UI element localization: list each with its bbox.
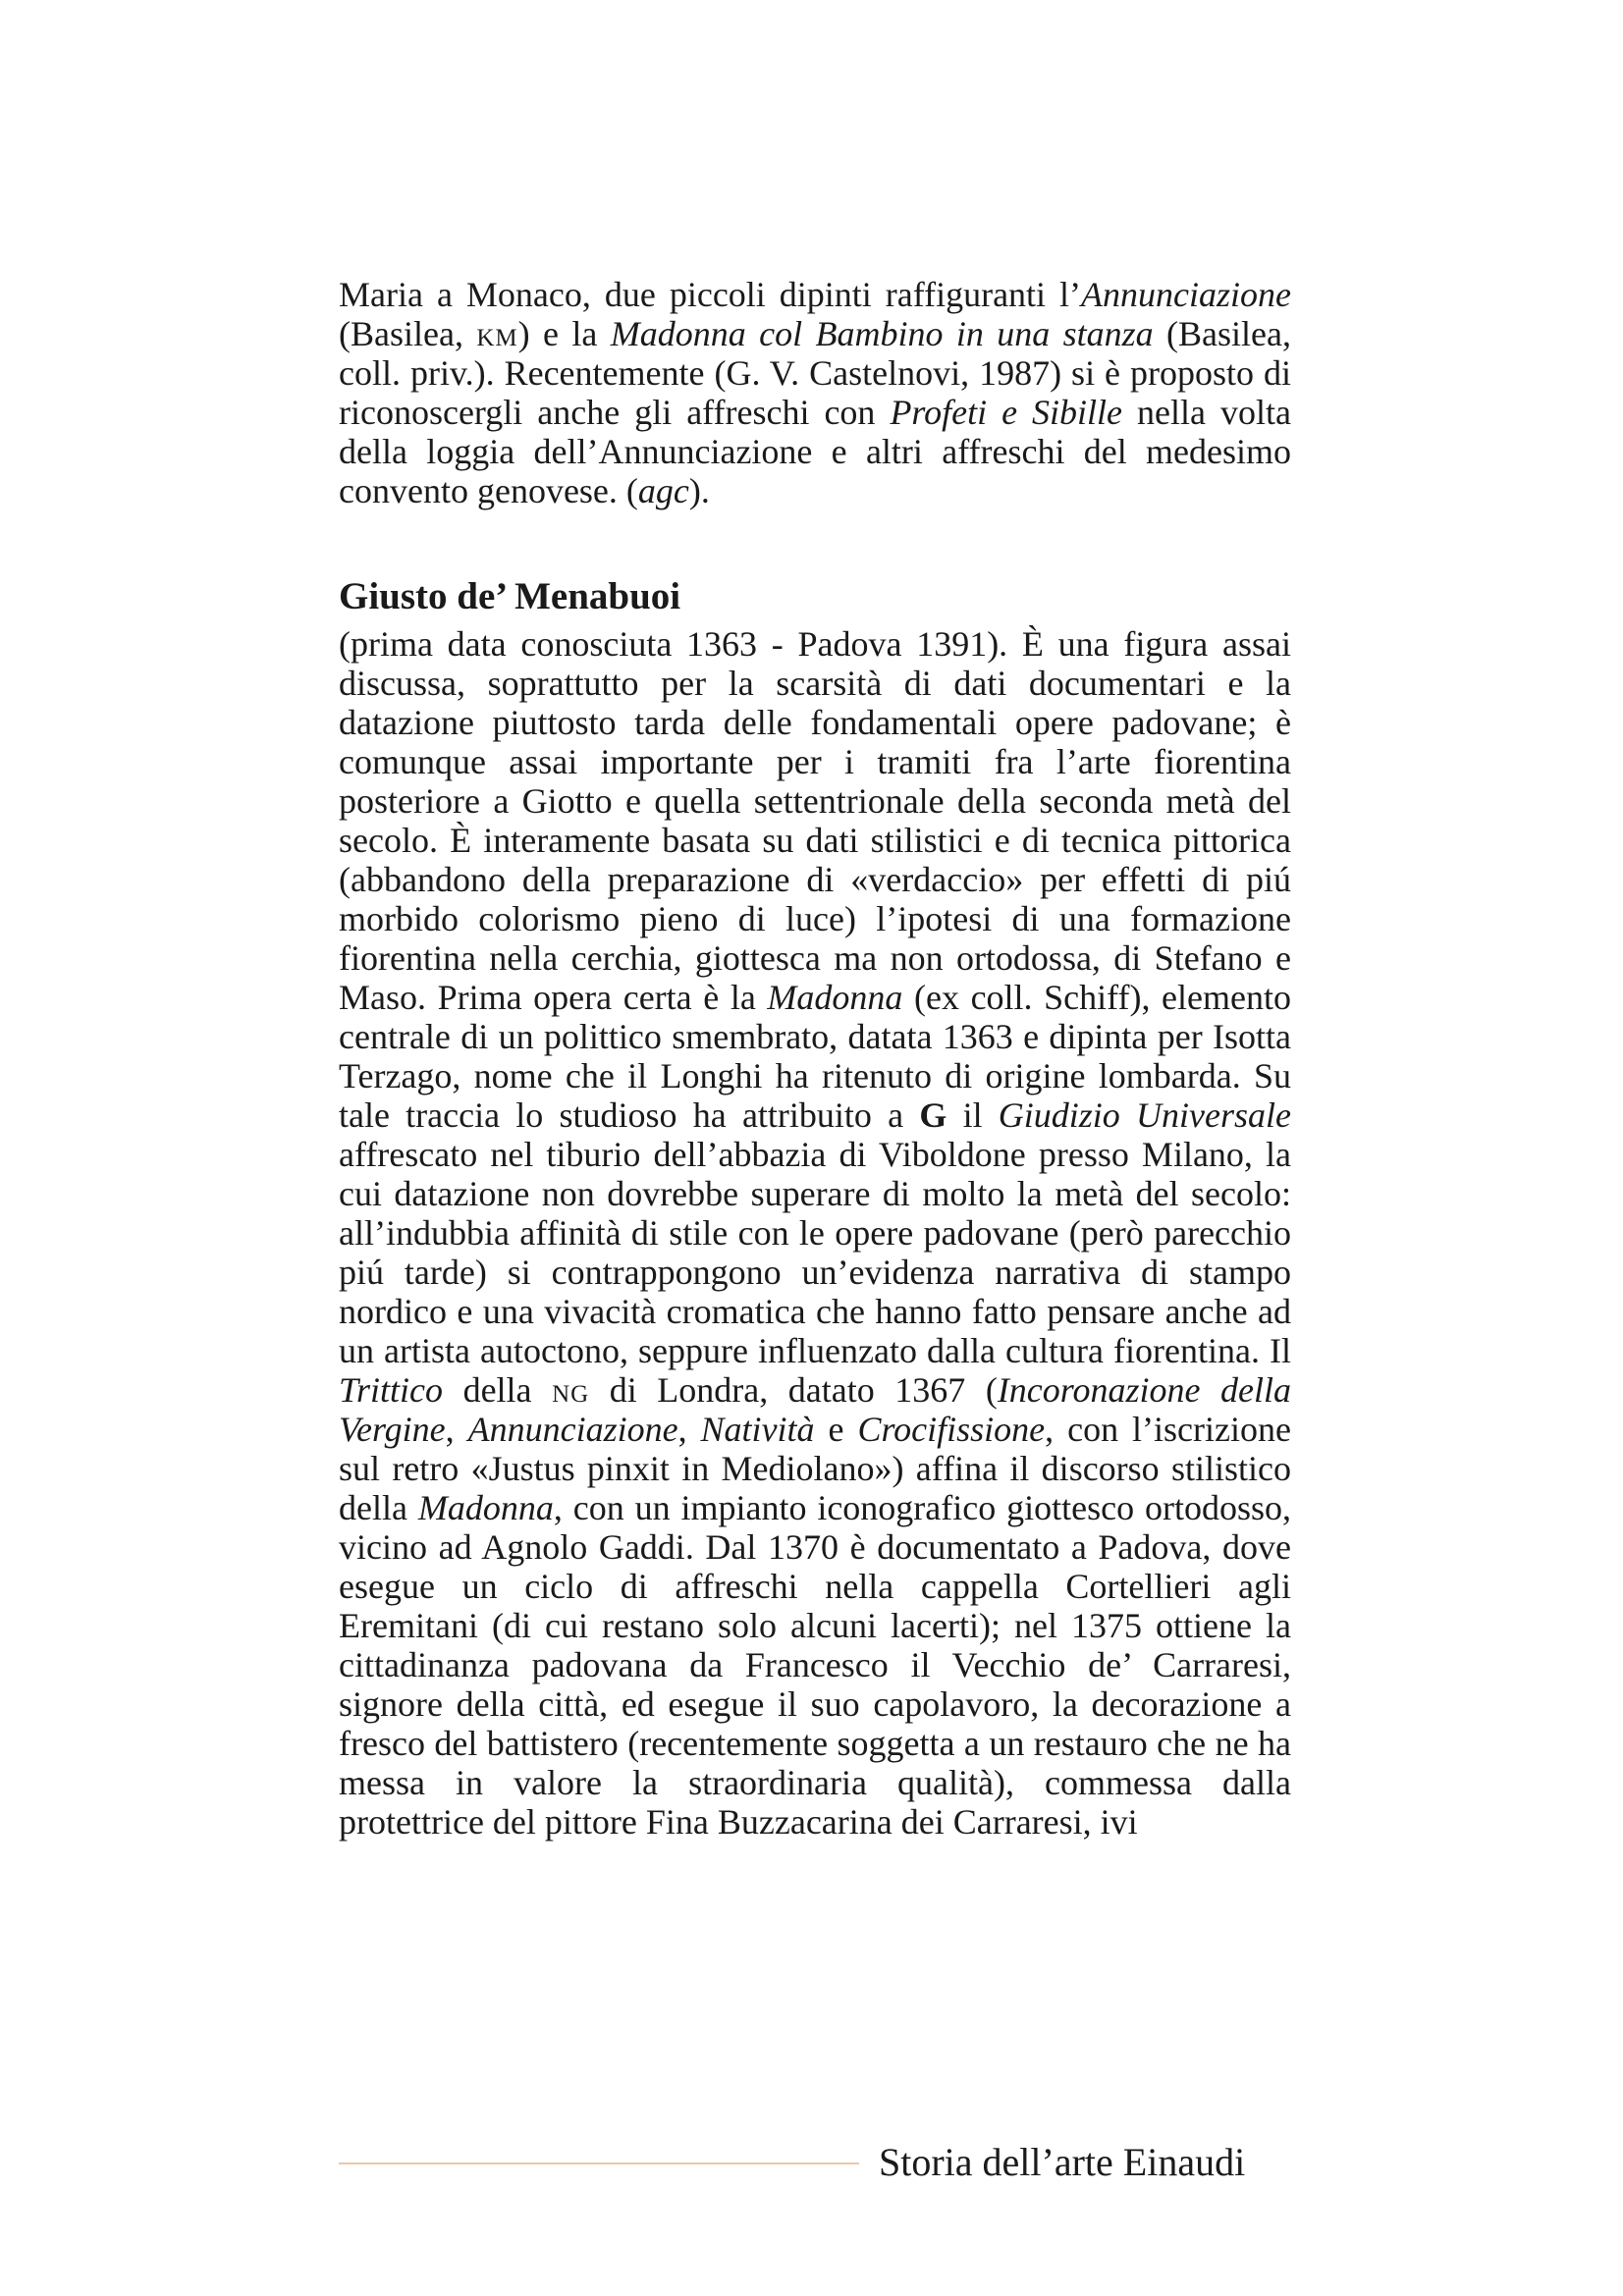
text-run: , <box>445 1410 468 1449</box>
text-run: ). <box>688 471 710 510</box>
museum-abbreviation: ng <box>552 1370 590 1410</box>
italic-title: Trittico <box>339 1370 444 1410</box>
italic-title: Incoronazione della Vergine <box>339 1370 1291 1449</box>
text-run: Maria a Monaco, due piccoli dipinti raffiguranti l’ <box>339 275 1082 314</box>
text-run: affrescato nel tiburio dell’abbazia di Viboldone presso Milano, la cui datazione non dovrebbe superare di molto la metà del secolo: all’indubbia affinità di stile con le opere padovane (però parecchio piú tarde) si contrappongono un’evidenza narrativa di stampo nordico e una vivacità cromatica che hanno fatto pensare anche ad un artista autoctono, seppure influenzato dalla cultura fiorentina. Il <box>339 1135 1291 1370</box>
text-run: di Londra, datato 1367 ( <box>589 1370 998 1410</box>
author-initials: agc <box>637 471 689 510</box>
text-run: (prima data conosciuta 1363 - Padova 1391). È una figura assai discussa, soprattutto per la scarsità di dati documentari e la datazione piuttosto tarda delle fondamentali opere padovane; è comunque assai importante per i tramiti fra l’arte fiorentina posteriore a Giotto e quella settentrionale della seconda metà del secolo. È interamente basata su dati stilistici e di tecnica pittorica (abbandono della preparazione di «verdaccio» per effetti di piú morbido colorismo pieno di luce) l’ipotesi di una formazione fiorentina nella cerchia, giottesca ma non ortodossa, di Stefano e Maso. Prima opera certa è la <box>339 624 1291 1017</box>
text-run: il <box>947 1095 999 1135</box>
entry-body <box>339 624 1291 1842</box>
italic-title: Madonna <box>767 978 903 1017</box>
italic-title: Natività <box>700 1410 815 1449</box>
text-run: , <box>677 1410 701 1449</box>
italic-title: Crocifissione <box>857 1410 1046 1449</box>
footer-publication-title: Storia dell’arte Einaudi <box>879 2140 1246 2184</box>
text-run: e <box>814 1410 858 1449</box>
text-run: , con l’iscrizione sul retro «Justus pinxit in Mediolano») affina il discorso stilistico della <box>339 1410 1291 1527</box>
text-run: (ex coll. Schiff), elemento centrale di un polittico smembrato, datata 1363 e dipinta per Isotta Terzago, nome che il Longhi ha ritenuto di origine lombarda. Su tale traccia lo studioso ha attribuito a <box>339 978 1291 1135</box>
paragraph-1 <box>339 275 1291 510</box>
text-run: (Basilea, coll. priv.). Recentemente (G. V. Castelnovi, 1987) si è proposto di riconoscergli anche gli affreschi con <box>339 314 1292 432</box>
subject-abbreviation: G <box>919 1095 947 1135</box>
text-run: ) e la <box>517 314 611 353</box>
paragraph-2 <box>339 624 1291 1842</box>
text-run: nella volta della loggia dell’Annunciazione e altri affreschi del medesimo convento genovese. ( <box>339 393 1291 510</box>
museum-abbreviation: km <box>476 314 518 353</box>
entry-heading: Giusto de’ Menabuoi <box>339 575 681 617</box>
italic-title: Madonna <box>417 1488 554 1527</box>
text-run: , con un impianto iconografico giottesco ortodosso, vicino ad Agnolo Gaddi. Dal 1370 è documentato a Padova, dove esegue un ciclo di affreschi nella cappella Cortellieri agli Eremitani (di cui restano solo alcuni lacerti); nel 1375 ottiene la cittadinanza padovana da Francesco il Vecchio de’ Carraresi, signore della città, ed esegue il suo capolavoro, la decorazione a fresco del battistero (recentemente soggetta a un restauro che ne ha messa in valore la straordinaria qualità), commessa dalla protettrice del pittore Fina Buzzacarina dei Carraresi, ivi <box>339 1488 1291 1842</box>
footer-divider <box>339 2163 859 2164</box>
italic-title: Annunciazione <box>1081 275 1291 314</box>
italic-title: Giudizio Universale <box>998 1095 1291 1135</box>
italic-title: Profeti e Sibille <box>890 393 1123 432</box>
text-run: della <box>443 1370 553 1410</box>
italic-title: Madonna col Bambino in una stanza <box>610 314 1154 353</box>
paragraph-continuation <box>339 275 1291 510</box>
italic-title: Annunciazione <box>467 1410 678 1449</box>
text-run: (Basilea, <box>339 314 477 353</box>
